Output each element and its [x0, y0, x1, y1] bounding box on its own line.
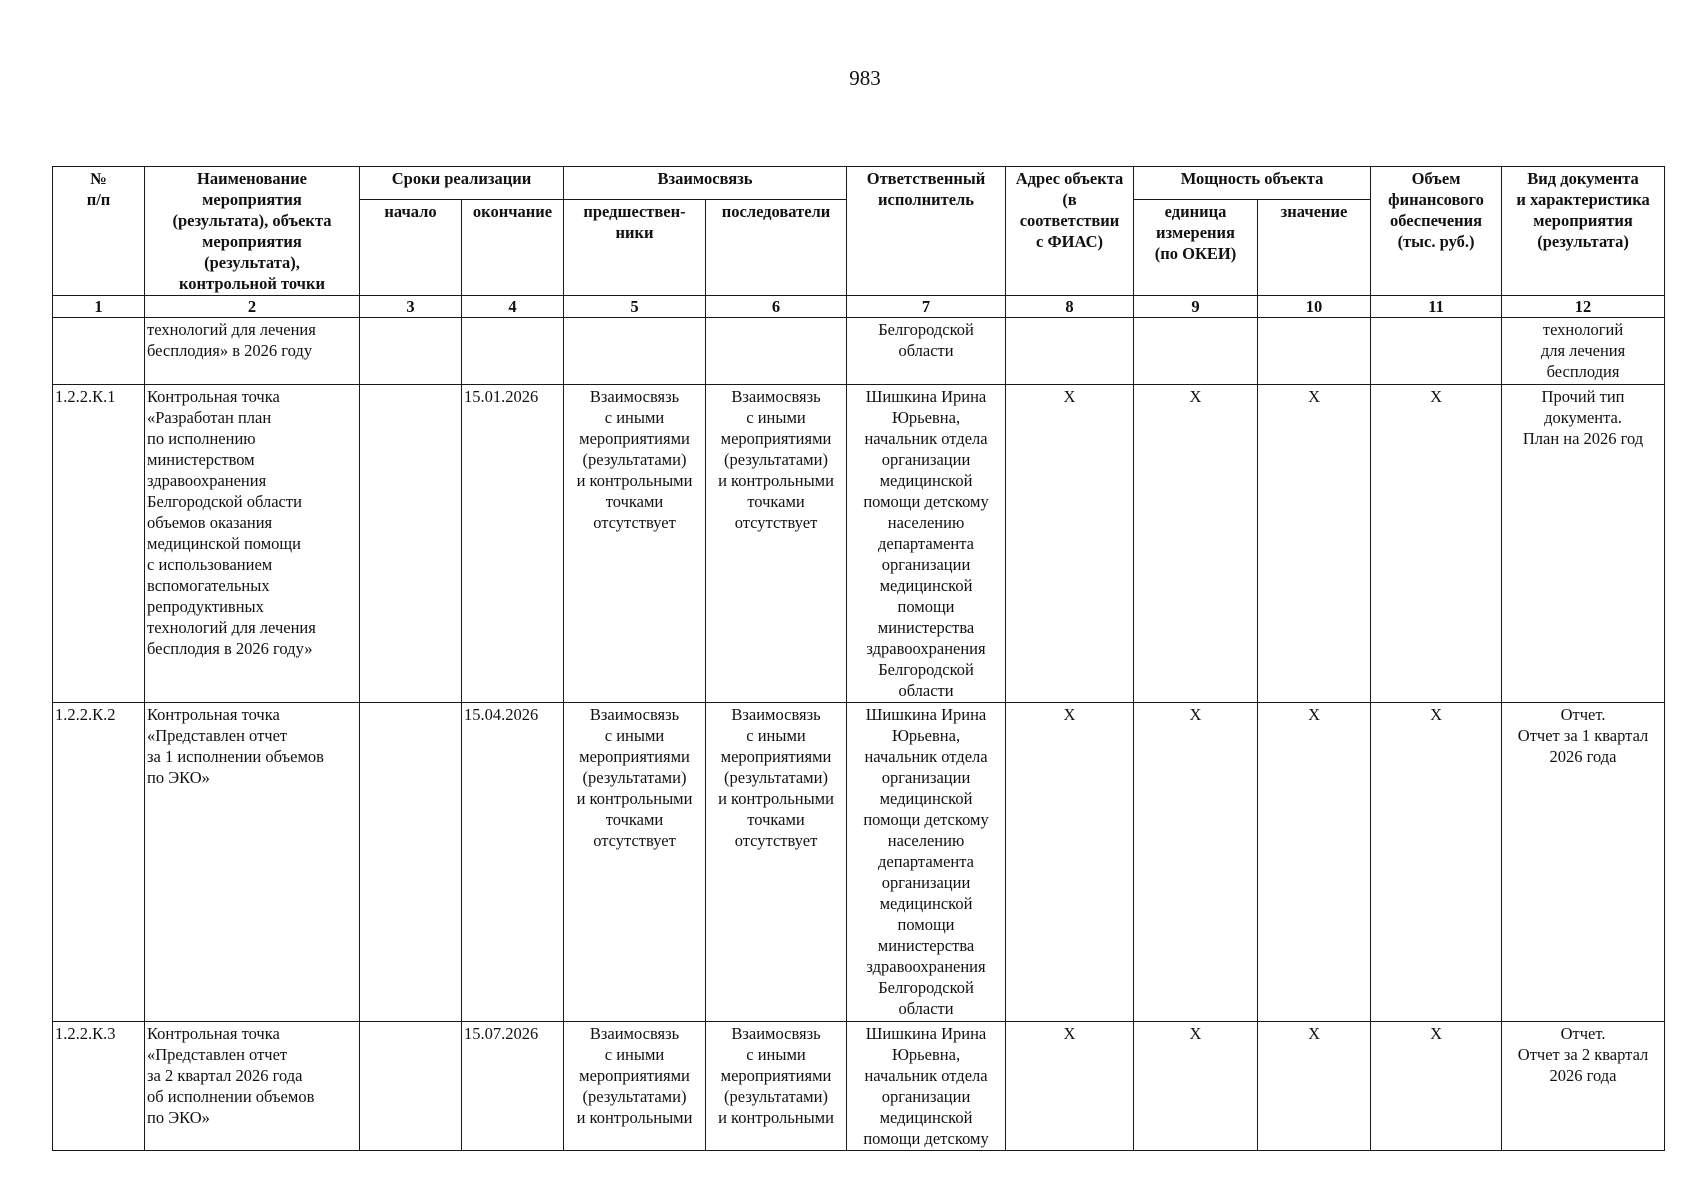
- cell-end: 15.01.2026: [462, 385, 564, 703]
- cell-value: [1258, 318, 1371, 385]
- cell-address: Х: [1006, 385, 1134, 703]
- cell-no: 1.2.2.К.2: [53, 703, 145, 1022]
- table-row: [53, 703, 1665, 1022]
- cell-responsible: Шишкина Ирина Юрьевна, начальник отдела организации медицинской помощи детскому: [847, 1022, 1006, 1151]
- column-number: 6: [706, 296, 847, 318]
- cell-successors: [706, 318, 847, 385]
- header-power: Мощность объекта: [1134, 167, 1371, 200]
- cell-unit: [1134, 318, 1258, 385]
- cell-unit: Х: [1134, 703, 1258, 1022]
- cell-finance: [1371, 318, 1502, 385]
- cell-responsible: Шишкина Ирина Юрьевна, начальник отдела организации медицинской помощи детскому населению департамента организации медицинской помощи министерства здравоохранения Белгородской области: [847, 385, 1006, 703]
- cell-no: 1.2.2.К.3: [53, 1022, 145, 1151]
- cell-name: Контрольная точка «Представлен отчет за 1 исполнении объемов по ЭКО»: [145, 703, 360, 1022]
- cell-start: [360, 318, 462, 385]
- column-number: 8: [1006, 296, 1134, 318]
- column-number: 4: [462, 296, 564, 318]
- column-number: 12: [1502, 296, 1665, 318]
- column-number: 5: [564, 296, 706, 318]
- header-start: начало: [360, 200, 462, 296]
- cell-value: Х: [1258, 703, 1371, 1022]
- header-responsible: Ответственный исполнитель: [847, 167, 1006, 296]
- column-number: 7: [847, 296, 1006, 318]
- cell-predecessors: Взаимосвязь с иными мероприятиями (результатами) и контрольными: [564, 1022, 706, 1151]
- cell-responsible: Белгородской области: [847, 318, 1006, 385]
- header-terms: Сроки реализации: [360, 167, 564, 200]
- cell-unit: Х: [1134, 385, 1258, 703]
- header-finance: Объем финансового обеспечения (тыс. руб.): [1371, 167, 1502, 296]
- cell-address: Х: [1006, 1022, 1134, 1151]
- cell-successors: Взаимосвязь с иными мероприятиями (результатами) и контрольными точками отсутствует: [706, 703, 847, 1022]
- cell-finance: Х: [1371, 1022, 1502, 1151]
- cell-document: Отчет. Отчет за 1 квартал 2026 года: [1502, 703, 1665, 1022]
- header-document: Вид документа и характеристика мероприятия (результата): [1502, 167, 1665, 296]
- cell-end: 15.07.2026: [462, 1022, 564, 1151]
- cell-document: технологий для лечения бесплодия: [1502, 318, 1665, 385]
- cell-start: [360, 703, 462, 1022]
- cell-start: [360, 1022, 462, 1151]
- cell-predecessors: Взаимосвязь с иными мероприятиями (результатами) и контрольными точками отсутствует: [564, 385, 706, 703]
- cell-address: Х: [1006, 703, 1134, 1022]
- column-number: 3: [360, 296, 462, 318]
- cell-unit: Х: [1134, 1022, 1258, 1151]
- cell-successors: Взаимосвязь с иными мероприятиями (результатами) и контрольными точками отсутствует: [706, 385, 847, 703]
- header-address: Адрес объекта (в соответствии с ФИАС): [1006, 167, 1134, 296]
- cell-value: Х: [1258, 385, 1371, 703]
- table-row: [53, 385, 1665, 703]
- header-successors: последователи: [706, 200, 847, 296]
- cell-predecessors: [564, 318, 706, 385]
- cell-address: [1006, 318, 1134, 385]
- header-no: № п/п: [53, 167, 145, 296]
- header-row-1: [53, 167, 1665, 200]
- column-number-row: [53, 296, 1665, 318]
- cell-finance: Х: [1371, 703, 1502, 1022]
- plan-table: [52, 166, 1665, 1151]
- header-unit: единица измерения (по ОКЕИ): [1134, 200, 1258, 296]
- cell-finance: Х: [1371, 385, 1502, 703]
- header-predecessors: предшествен- ники: [564, 200, 706, 296]
- cell-end: 15.04.2026: [462, 703, 564, 1022]
- column-number: 10: [1258, 296, 1371, 318]
- column-number: 2: [145, 296, 360, 318]
- cell-start: [360, 385, 462, 703]
- page-number: 983: [849, 66, 881, 90]
- cell-value: Х: [1258, 1022, 1371, 1151]
- cell-document: Прочий тип документа. План на 2026 год: [1502, 385, 1665, 703]
- header-links: Взаимосвязь: [564, 167, 847, 200]
- cell-predecessors: Взаимосвязь с иными мероприятиями (результатами) и контрольными точками отсутствует: [564, 703, 706, 1022]
- cell-end: [462, 318, 564, 385]
- cell-successors: Взаимосвязь с иными мероприятиями (результатами) и контрольными: [706, 1022, 847, 1151]
- header-name: Наименование мероприятия (результата), объекта мероприятия (результата), контрольной точки: [145, 167, 360, 296]
- cell-name: Контрольная точка «Представлен отчет за 2 квартал 2026 года об исполнении объемов по ЭКО»: [145, 1022, 360, 1151]
- header-end: окончание: [462, 200, 564, 296]
- column-number: 1: [53, 296, 145, 318]
- table-row: [53, 318, 1665, 385]
- table-row: [53, 1022, 1665, 1151]
- column-number: 9: [1134, 296, 1258, 318]
- cell-no: 1.2.2.К.1: [53, 385, 145, 703]
- column-number: 11: [1371, 296, 1502, 318]
- cell-name: технологий для лечения бесплодия» в 2026 году: [145, 318, 360, 385]
- cell-document: Отчет. Отчет за 2 квартал 2026 года: [1502, 1022, 1665, 1151]
- header-value: значение: [1258, 200, 1371, 296]
- cell-no: [53, 318, 145, 385]
- cell-name: Контрольная точка «Разработан план по исполнению министерством здравоохранения Белгородской области объемов оказания медицинской помощи с использованием вспомогательных репродуктивных технологий для лечения бесплодия в 2026 году»: [145, 385, 360, 703]
- cell-responsible: Шишкина Ирина Юрьевна, начальник отдела организации медицинской помощи детскому населению департамента организации медицинской помощи министерства здравоохранения Белгородской области: [847, 703, 1006, 1022]
